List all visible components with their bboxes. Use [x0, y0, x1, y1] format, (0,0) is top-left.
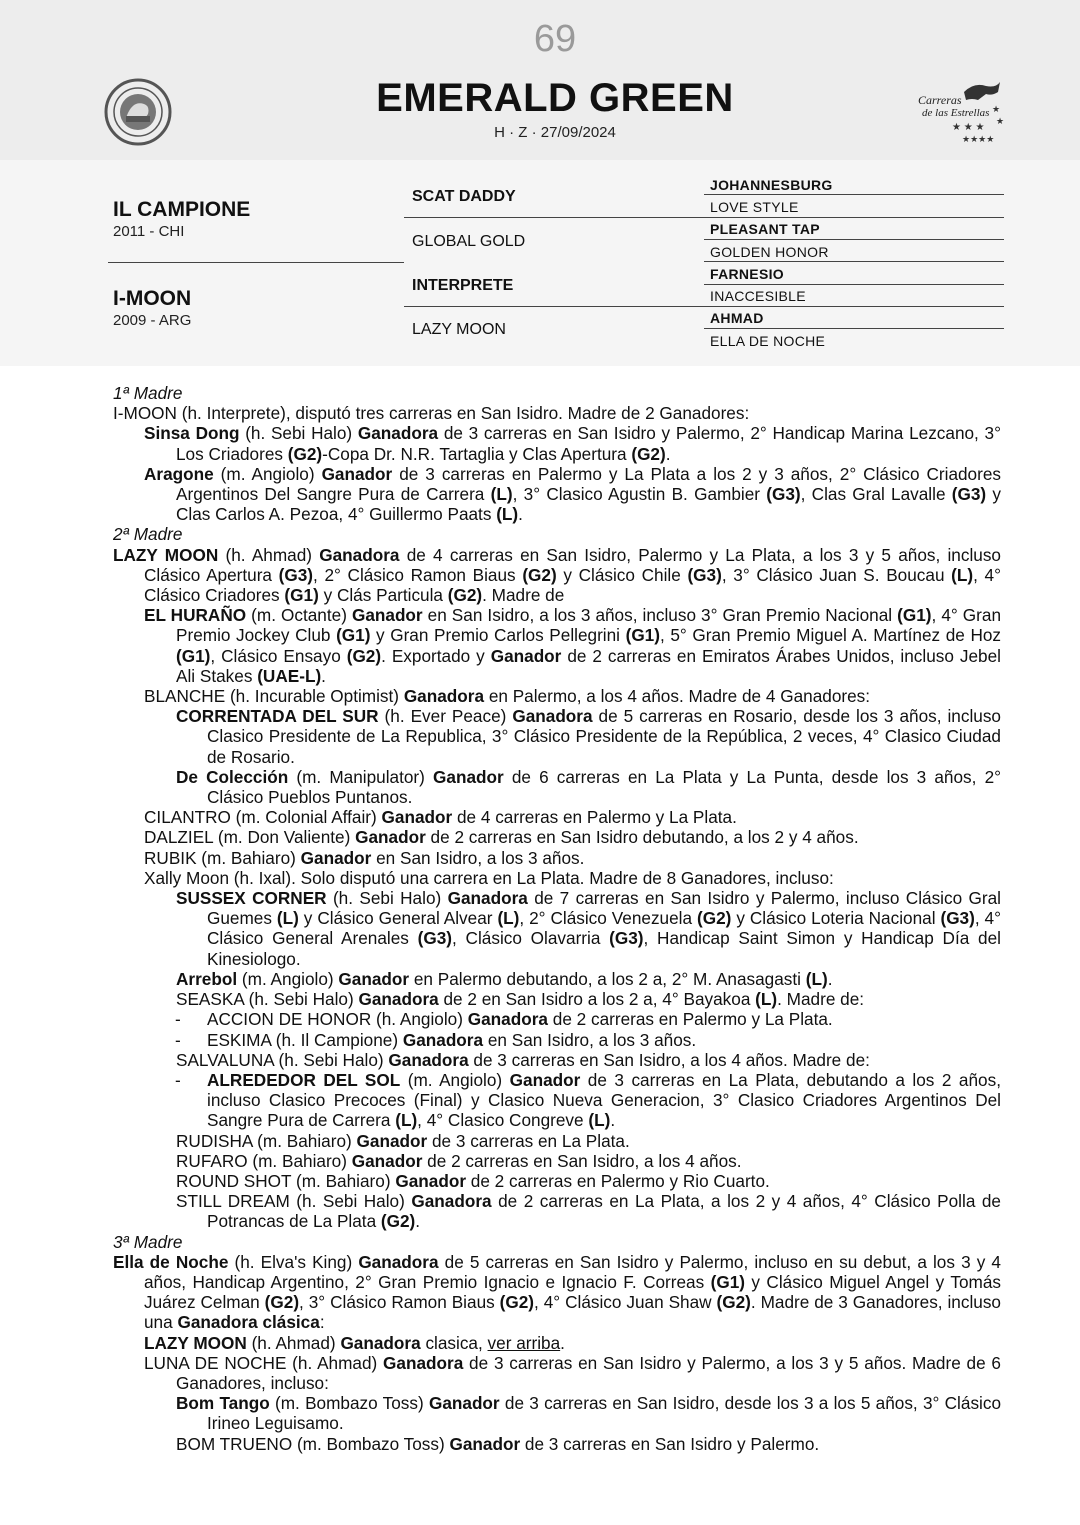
sire-name: IL CAMPIONE: [113, 198, 251, 221]
ancestor-1: JOHANNESBURG: [710, 177, 833, 193]
entry-cilantro: CILANTRO (m. Colonial Affair) Ganador de 4 carreras en Palermo y La Plata.: [144, 807, 737, 828]
logo-text-line1: Carreras: [918, 93, 962, 107]
madre2-label: 2ª Madre: [113, 524, 183, 545]
maternal-grandsire: INTERPRETE: [412, 277, 514, 294]
entry-bom-trueno: BOM TRUENO (m. Bombazo Toss) Ganador de 3 carreras en San Isidro y Palermo.: [176, 1433, 820, 1454]
ancestor-7: AHMAD: [710, 310, 764, 326]
pedigree-table: [0, 160, 1080, 366]
entry-bom-tango: Bom Tango (m. Bombazo Toss) Ganador de 3 carreras en San Isidro, desde los 3 a los 5 años, 3° Clásico Irineo Leguisamo.: [176, 1393, 1002, 1434]
madre3-label: 3ª Madre: [113, 1231, 183, 1252]
entry-seaska: SEASKA (h. Sebi Halo) Ganadora de 2 en San Isidro a los 2 a, 4° Bayakoa (L). Madre de:: [176, 989, 865, 1010]
carreras-de-las-estrellas-logo: [912, 78, 1004, 146]
horse-subtitle: H · Z · 27/09/2024: [494, 124, 616, 141]
entry-lazy-moon: LAZY MOON (h. Ahmad) Ganadora de 4 carreras en San Isidro, Palermo y La Plata, a los 3 y 5 años, incluso Clásico Apertura (G3), 2° Clásico Ramon Biaus (G2) y Clásico Chile (G3), 3° Clásico Juan S. Boucau (L), 4° Clásico Criadores (G1) y Clás Particula (G2). Madre de: [113, 544, 1001, 606]
maternal-granddam: LAZY MOON: [412, 321, 506, 338]
entry-round-shot: ROUND SHOT (m. Bahiaro) Ganador de 2 carreras en Palermo y Rio Cuarto.: [176, 1170, 770, 1191]
entry-correntada: CORRENTADA DEL SUR (h. Ever Peace) Ganadora de 5 carreras en Rosario, desde los 3 años, incluso Clasico Presidente de La Republica, 3° Clásico Presidente de la República, 2 veces, 4° Clasico Ciudad de Rosario.: [176, 706, 1001, 767]
entry-aragone: Aragone (m. Angiolo) Ganador de 3 carreras en Palermo y La Plata a los 2 y 3 años, 2° Clásico Criadores Argentinos Del Sangre Pura de Carrera (L), 3° Clasico Agustin B. Gambier (G3), Clas Gral Lavalle (G3) y Clas Carlos A. Pezoa, 4° Guillermo Paats (L).: [144, 463, 1001, 525]
entry-luna-de-noche: LUNA DE NOCHE (h. Ahmad) Ganadora de 3 carreras en San Isidro y Palermo, a los 3 y 5 años. Madre de 6 Ganadores, incluso:: [144, 1352, 1001, 1393]
entry-accion-de-honor: - ACCION DE HONOR (h. Angiolo) Ganadora de 2 carreras en Palermo y La Plata.: [175, 1009, 833, 1030]
ancestor-3: PLEASANT TAP: [710, 221, 820, 237]
sire-info: 2011 - CHI: [113, 223, 185, 240]
madre1-label: 1ª Madre: [113, 383, 183, 403]
entry-blanche: BLANCHE (h. Incurable Optimist) Ganadora en Palermo, a los 4 años. Madre de 4 Ganadores:: [144, 686, 871, 707]
svg-text:★: ★: [992, 104, 1001, 114]
ancestor-6: INACCESIBLE: [710, 288, 806, 304]
entry-de-coleccion: De Colección (m. Manipulator) Ganador de 6 carreras en La Plata y La Punta, desde los 3 años, 2° Clásico Pueblos Puntanos.: [176, 766, 1001, 808]
catalog-body: [113, 383, 1001, 1454]
entry-lazy-moon-ref: LAZY MOON (h. Ahmad) Ganadora clasica, ver arriba.: [144, 1332, 565, 1353]
ver-arriba-link[interactable]: ver arriba: [487, 1332, 561, 1353]
carreras-de-las-estrellas-icon: [912, 78, 1004, 146]
ancestor-5: FARNESIO: [710, 266, 784, 282]
entry-sussex-corner: SUSSEX CORNER (h. Sebi Halo) Ganadora de 7 carreras en San Isidro y Palermo, incluso Clásico Gral Guemes (L) y Clásico General Alvear (L), 2° Clásico Venezuela (G2) y Clásico Loteria Nacional (G3), 4° Clásico General Arenales (G3), Clásico Olavarria (G3), Handicap Saint Simon y Handicap Día del Kinesiologo.: [176, 888, 1001, 969]
svg-text:★ ★ ★: ★ ★ ★: [952, 122, 985, 133]
lot-number: 69: [533, 18, 577, 60]
paternal-grandsire: SCAT DADDY: [412, 188, 516, 205]
entry-eskima: - ESKIMA (h. Il Campione) Ganadora en San Isidro, a los 3 años.: [175, 1029, 697, 1050]
international-nominated-stallion-seal-icon: [104, 78, 172, 146]
ancestor-2: LOVE STYLE: [710, 199, 799, 215]
ancestor-8: ELLA DE NOCHE: [710, 333, 826, 349]
entry-sinsa-dong: Sinsa Dong (h. Sebi Halo) Ganadora de 3 carreras en San Isidro y Palermo, 2° Handicap Marina Lezcano, 3° Los Criadores (G2)-Copa Dr. N.R. Tartaglia y Clas Apertura (G2).: [144, 423, 1001, 464]
ancestor-4: GOLDEN HONOR: [710, 244, 829, 260]
dam-info: 2009 - ARG: [113, 312, 192, 329]
entry-arrebol: Arrebol (m. Angiolo) Ganador en Palermo debutando, a los 2 a, 2° M. Anasagasti (L).: [176, 968, 833, 989]
logo-text-line2: de las Estrellas: [922, 107, 990, 119]
entry-rufaro: RUFARO (m. Bahiaro) Ganador de 2 carreras en San Isidro, a los 4 años.: [176, 1150, 742, 1171]
entry-rubik: RUBIK (m. Bahiaro) Ganador en San Isidro, a los 3 años.: [144, 847, 585, 868]
entry-ella-de-noche: Ella de Noche (h. Elva's King) Ganadora de 5 carreras en San Isidro y Palermo, incluso en su debut, a los 3 y 4 años, Handicap Argentino, 2° Gran Premio Ignacio e Ignacio F. Correas (G1) y Clásico Miguel Angel y Tomás Juárez Celman (G2), 3° Clásico Ramon Biaus (G2), 4° Clásico Juan Shaw (G2). Madre de 3 Ganadores, incluso una Ganadora clásica:: [113, 1251, 1001, 1333]
entry-salvaluna: SALVALUNA (h. Sebi Halo) Ganadora de 3 carreras en San Isidro, a los 4 años. Madre de:: [176, 1049, 870, 1070]
svg-text:★★★★: ★★★★: [962, 134, 995, 144]
dam-name: I-MOON: [113, 287, 192, 310]
entry-rudisha: RUDISHA (m. Bahiaro) Ganador de 3 carreras en La Plata.: [176, 1130, 630, 1151]
paternal-granddam: GLOBAL GOLD: [412, 233, 526, 250]
madre1-intro: I-MOON (h. Interprete), disputó tres carreras en San Isidro. Madre de 2 Ganadores:: [113, 403, 750, 424]
entry-xally-moon: Xally Moon (h. Ixal). Solo disputó una carrera en La Plata. Madre de 8 Ganadores, incluso:: [144, 867, 834, 888]
entry-dalziel: DALZIEL (m. Don Valiente) Ganador de 2 carreras en San Isidro debutando, a los 2 y 4 años.: [144, 827, 859, 848]
svg-text:★: ★: [996, 116, 1004, 126]
entry-alrededor-del-sol: - ALREDEDOR DEL SOL (m. Angiolo) Ganador de 3 carreras en La Plata, debutando a los 2 años, incluso Clasico Precoces (Final) y Clasico Nueva Generacion, 3° Clasico Criadores Argentinos Del Sangre Pura de Carrera (L), 4° Clasico Congreve (L).: [175, 1069, 1001, 1131]
horse-name: EMERALD GREEN: [376, 76, 734, 120]
entry-still-dream: STILL DREAM (h. Sebi Halo) Ganadora de 2 carreras en La Plata, a los 2 y 4 años, 4° Clásico Polla de Potrancas de La Plata (G2).: [176, 1191, 1001, 1232]
page-header: [0, 0, 1080, 160]
entry-el-hurano: EL HURAÑO (m. Octante) Ganador en San Isidro, a los 3 años, incluso 3° Gran Premio Nacional (G1), 4° Gran Premio Jockey Club (G1) y Gran Premio Carlos Pellegrini (G1), 5° Gran Premio Miguel A. Martínez de Hoz (G1), Clásico Ensayo (G2). Exportado y Ganador de 2 carreras en Emiratos Árabes Unidos, incluso Jebel Ali Stakes (UAE-L).: [144, 605, 1002, 686]
